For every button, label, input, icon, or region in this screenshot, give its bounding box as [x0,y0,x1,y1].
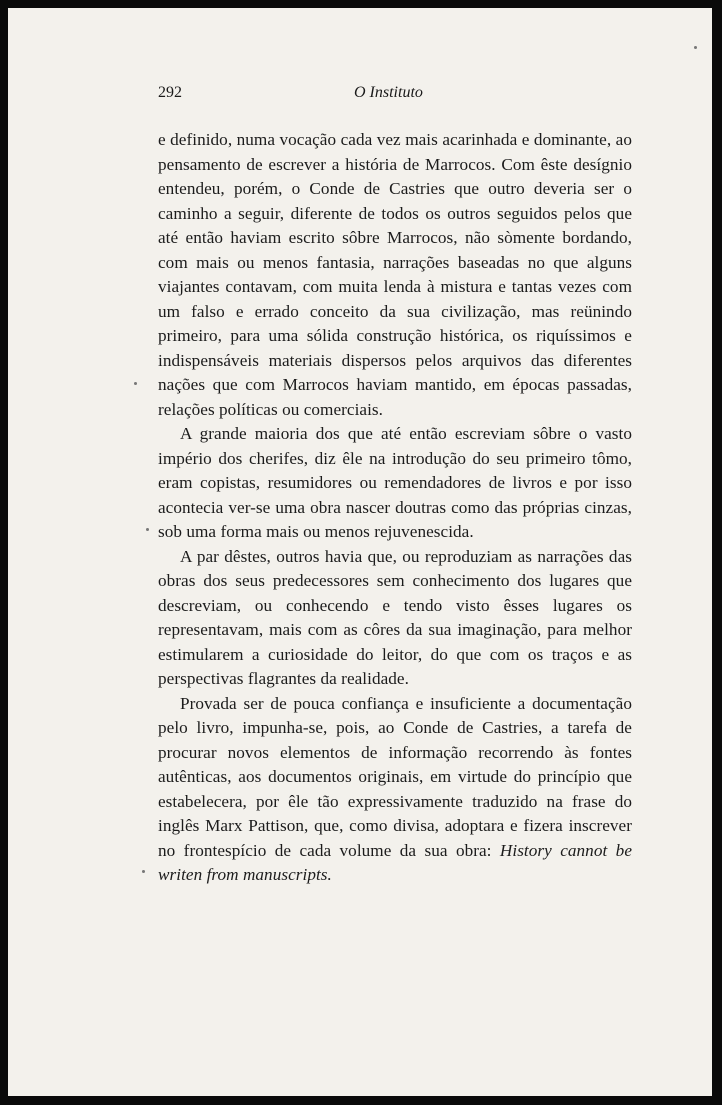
page-sheet [8,8,712,1096]
page-number: 292 [158,84,182,101]
body-text [158,128,632,888]
paragraph-2: A grande maioria dos que até então escreviam sôbre o vasto império dos cherifes, diz êle na introdução do seu primeiro tômo, eram copistas, resumidores ou remendadores de livros e por isso acontecia ver-se uma obra nascer doutras como das próprias cinzas, sob uma forma mais ou menos rejuvenescida. [158,424,632,541]
paragraph-4-quote: History cannot be writen from manuscripts. [158,840,632,884]
margin-speck [694,46,697,49]
margin-speck [142,870,145,873]
margin-speck [146,528,149,531]
running-title: O Instituto [354,84,423,101]
paragraph-4-text: Provada ser de pouca confiança e insuficiente a documentação pelo livro, impunha-se, pois, ao Conde de Castries, a tarefa de procurar novos elementos de informação recorrendo às fontes autênticas, aos documentos originais, em virtude do princípio que estabelecera, por êle tão expressivamente traduzido na frase do inglês Marx Pattison, que, como divisa, adoptara e fizera inscrever no frontespício de cada volume da sua obra: [158,693,632,860]
page-header [158,84,638,108]
paragraph-4 [158,692,632,888]
paragraph-1: e definido, numa vocação cada vez mais acarinhada e dominante, ao pensamento de escrever a história de Marrocos. Com êste desígnio entendeu, porém, o Conde de Castries que outro deveria ser o caminho a seguir, diferente de todos os outros seguidos pelos que até então haviam escrito sôbre Marrocos, não sòmente bordando, com mais ou menos fantasia, narrações baseadas no que alguns viajantes contavam, com muita lenda à mistura e tantas vezes com um falso e errado conceito da sua civilização, mas reünindo primeiro, para uma sólida construção histórica, os riquíssimos e indispensáveis materiais dispersos pelos arquivos das diferentes nações que com Marrocos haviam mantido, em épocas passadas, relações políticas ou comerciais. [158,130,632,419]
paragraph-3: A par dêstes, outros havia que, ou reproduziam as narrações das obras dos seus predecessores sem conhecimento dos lugares que descreviam, ou conhecendo e tendo visto êsses lugares os representavam, mais com as côres da sua imaginação, para melhor estimularem a curiosidade do leitor, do que com os traços e as perspectivas flagrantes da realidade. [158,546,632,688]
margin-speck [134,382,137,385]
